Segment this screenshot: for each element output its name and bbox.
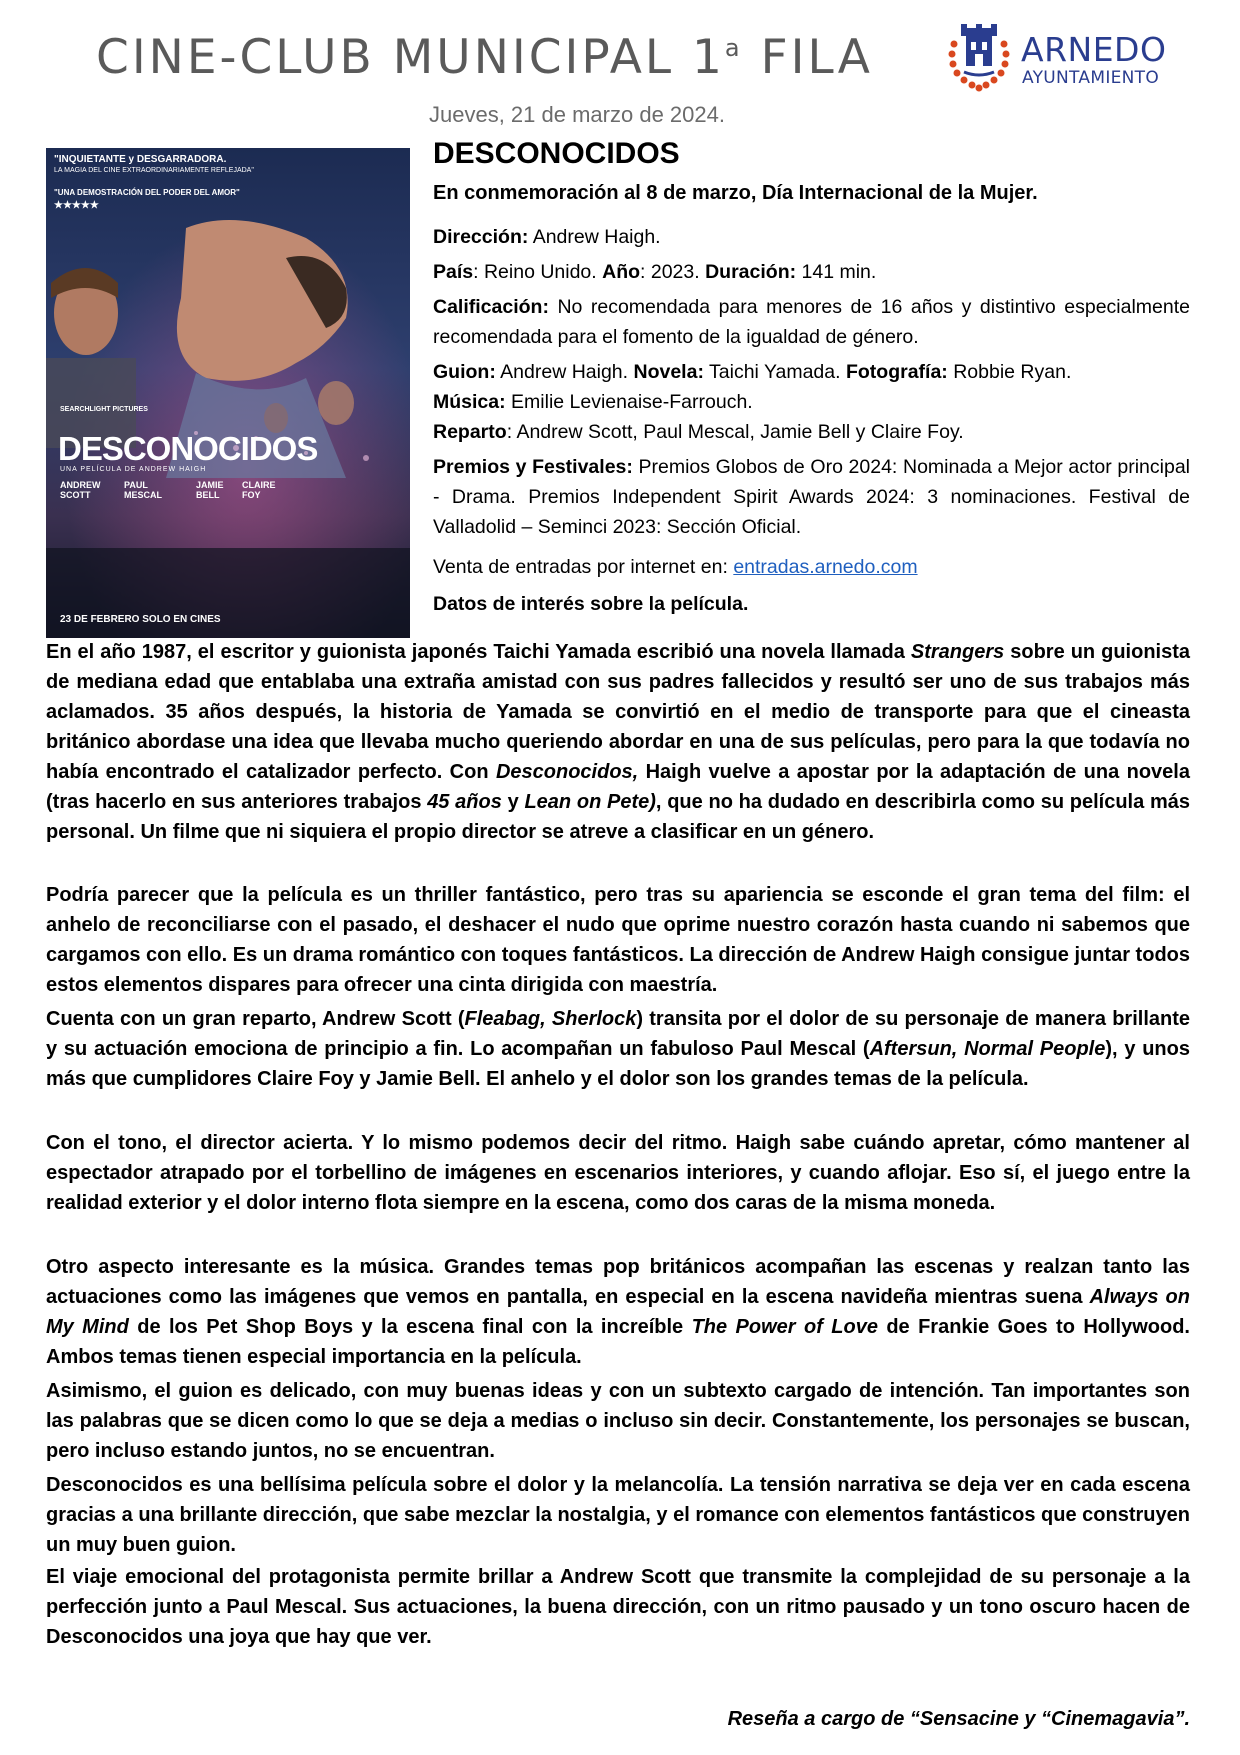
review-paragraph-2: Podría parecer que la película es un thriller fantástico, pero tras su apariencia se esconde el gran tema del film: el anhelo de reconciliarse con el pasado, el deshacer el nudo que oprime nuestro corazón hasta cuando ni sabemos que cargamos con ello. Es un drama romántico con toques fantásticos. La dirección de Andrew Haigh consigue juntar todos estos elementos dispares para ofrecer una cinta dirigida con maestría. bbox=[46, 884, 1190, 996]
screening-date: Jueves, 21 de marzo de 2024. bbox=[429, 102, 725, 127]
review-paragraph-6: Asimismo, el guion es delicado, con muy buenas ideas y con un subtexto cargado de intención. Tan importantes son las palabras que se dicen como lo que se deja a medias o incluso sin decir. Constantemente, los personajes se buscan, pero incluso estando juntos, no se encuentran. bbox=[46, 1380, 1190, 1462]
tickets-link[interactable]: entradas.arnedo.com bbox=[733, 556, 918, 578]
review-paragraph-4: Con el tono, el director acierta. Y lo mismo podemos decir del ritmo. Haigh sabe cuándo apretar, cómo mantener al espectador atrapado por el torbellino de imágenes en escenarios interiores, y cuando aflojar. Eso sí, el juego entre la realidad exterior y el dolor interno flota siempre en la escena, como dos caras de la misma moneda. bbox=[46, 1132, 1190, 1214]
page-title: CINE-CLUB MUNICIPAL 1$^a$ FILA bbox=[96, 30, 873, 85]
poster-title: DESCONOCIDOS bbox=[58, 430, 318, 467]
poster-quote-1: "INQUIETANTE y DESGARRADORA. bbox=[54, 154, 227, 165]
logo-subtitle: AYUNTAMIENTO bbox=[1022, 68, 1160, 88]
review-paragraph-1: En el año 1987, el escritor y guionista japonés Taichi Yamada escribió una novela llamada Strangers sobre un guionista de mediana edad que entablaba una extraña amistad con sus padres fallecidos y resultó ser uno de sus trabajos más aclamados. 35 años después, la historia de Yamada se convirtió en el medio de transporte para que el cineasta británico abordase una idea que llevaba mucho queriendo abordar en una de sus películas, pero para la que todavía no había encontrado el catalizador perfecto. Con Desconocidos, Haigh vuelve a apostar por la adaptación de una novela (tras hacerlo en sus anteriores trabajos 45 años y Lean on Pete), que no ha dudado en describirla como su película más personal. Un filme que ni siquiera el propio director se atreve a clasificar en un género. bbox=[46, 641, 1191, 843]
arnedo-crest-icon bbox=[944, 22, 1014, 102]
review-paragraph-5: Otro aspecto interesante es la música. Grandes temas pop británicos acompañan las escenas y realzan tanto las actuaciones como las imágenes que vemos en pantalla, en especial en la escena navideña mientras suena Always on My Mind de los Pet Shop Boys y la escena final con la increíble The Power of Love de Frankie Goes to Hollywood. Ambos temas tienen especial importancia en la película. bbox=[46, 1256, 1190, 1368]
awards-paragraph: Premios y Festivales: Premios Globos de Oro 2024: Nominada a Mejor actor principal - Drama. Premios Independent Spirit Awards 2024: 3 nominaciones. Festival de Valladolid – Seminci 2023: Sección Oficial. bbox=[433, 456, 1190, 538]
poster-release: 23 DE FEBRERO SOLO EN CINES bbox=[60, 614, 221, 625]
rating-paragraph: Calificación: No recomendada para menores de 16 años y distintivo especialmente recomendada para el fomento de la igualdad de género. bbox=[433, 296, 1190, 348]
direction-line: Dirección: Andrew Haigh. bbox=[433, 226, 661, 248]
commemoration-text: En conmemoración al 8 de marzo, Día Internacional de la Mujer. bbox=[433, 182, 1038, 204]
poster-cast-2: PAUL MESCAL bbox=[124, 480, 162, 500]
logo-name: ARNEDO bbox=[1021, 30, 1167, 69]
poster-subtitle: UNA PELÍCULA DE ANDREW HAIGH bbox=[60, 466, 207, 473]
interest-heading: Datos de interés sobre la película. bbox=[433, 593, 749, 615]
poster-studio: SEARCHLIGHT PICTURES bbox=[60, 406, 148, 413]
poster-quote-2: "UNA DEMOSTRACIÓN DEL PODER DEL AMOR" bbox=[54, 188, 240, 197]
poster-cast-4: CLAIRE FOY bbox=[242, 480, 276, 500]
poster-cast-3: JAMIE BELL bbox=[196, 480, 224, 500]
film-title: DESCONOCIDOS bbox=[433, 137, 680, 170]
review-paragraph-8: El viaje emocional del protagonista permite brillar a Andrew Scott que transmite la complejidad de su personaje a la perfección junto a Paul Mescal. Sus actuaciones, la buena dirección, con un ritmo pausado y un tono oscuro hacen de Desconocidos una joya que hay que ver. bbox=[46, 1566, 1190, 1648]
review-paragraph-3: Cuenta con un gran reparto, Andrew Scott (Fleabag, Sherlock) transita por el dolor de su personaje de manera brillante y su actuación emociona de principio a fin. Lo acompañan un fabuloso Paul Mescal (Aftersun, Normal People), y unos más que cumplidores Claire Foy y Jamie Bell. El anhelo y el dolor son los grandes temas de la película. bbox=[46, 1008, 1191, 1090]
review-paragraph-7: Desconocidos es una bellísima película sobre el dolor y la melancolía. La tensión narrativa se deja ver en cada escena gracias a una brillante dirección, que sabe mezclar la nostalgia, y el romance con elementos fantásticos que construyen un muy buen guion. bbox=[46, 1474, 1190, 1556]
review-credit: Reseña a cargo de “Sensacine y “Cinemagavia”. bbox=[727, 1708, 1190, 1730]
poster-stars: ★★★★★ bbox=[54, 200, 99, 211]
credits-paragraph: Guion: Andrew Haigh. Novela: Taichi Yamada. Fotografía: Robbie Ryan. Música: Emilie Levienaise-Farrouch. Reparto: Andrew Scott, Paul Mescal, Jamie Bell y Claire Foy. bbox=[433, 361, 1072, 443]
poster-quote-1b: LA MAGIA DEL CINE EXTRAORDINARIAMENTE REFLEJADA" bbox=[54, 167, 254, 174]
arnedo-logo bbox=[944, 22, 1184, 102]
poster-cast-1: ANDREW SCOTT bbox=[60, 480, 101, 500]
tickets-line: Venta de entradas por internet en: entradas.arnedo.com bbox=[433, 556, 918, 578]
movie-poster bbox=[46, 148, 410, 638]
country-year-duration-line: País: Reino Unido. Año: 2023. Duración: 141 min. bbox=[433, 261, 877, 283]
poster-artwork bbox=[46, 148, 410, 638]
